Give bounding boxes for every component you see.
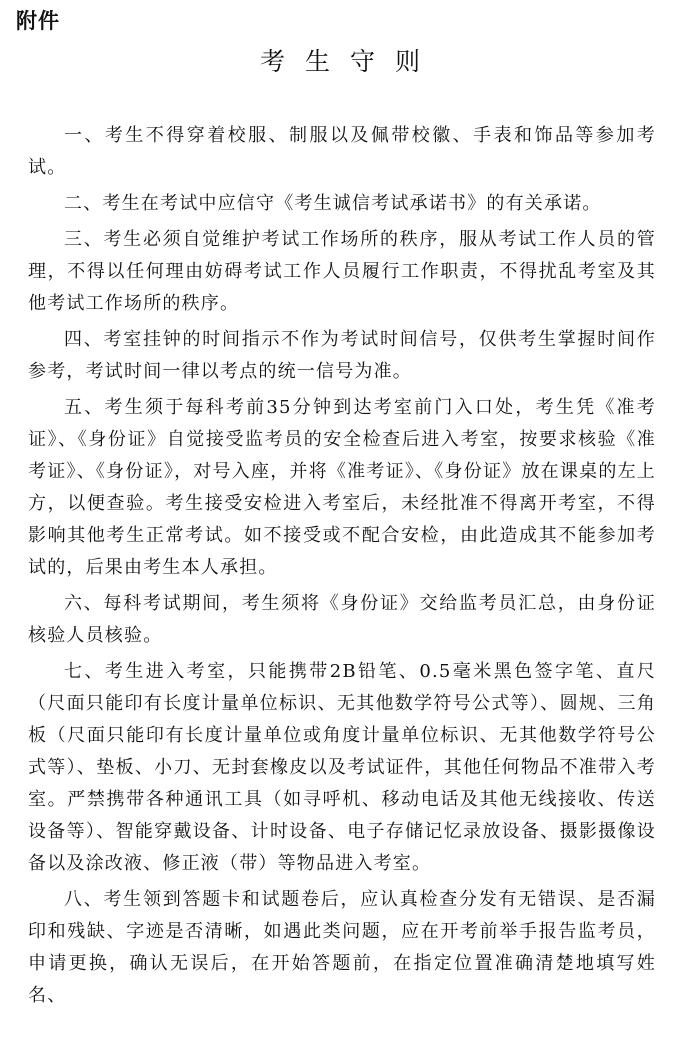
rule-paragraph-4: 四、考室挂钟的时间指示不作为考试时间信号，仅供考生掌握时间作参考，考试时间一律以考点的统一信号为准。 <box>28 329 656 382</box>
rule-paragraph-6: 六、每科考试期间，考生须将《身份证》交给监考员汇总，由身份证核验人员核验。 <box>28 593 656 646</box>
rule-paragraph-3: 三、考生必须自觉维护考试工作场所的秩序，服从考试工作人员的管理，不得以任何理由妨碍考试工作人员履行工作职责，不得扰乱考室及其他考试工作场所的秩序。 <box>28 229 656 314</box>
document-title: 考生守则 <box>259 47 440 76</box>
document-body <box>28 120 656 1016</box>
rule-paragraph-2: 二、考生在考试中应信守《考生诚信考试承诺书》的有关承诺。 <box>64 193 602 214</box>
rule-paragraph-7: 七、考生进入考室，只能携带2B铅笔、0.5毫米黑色签字笔、直尺（尺面只能印有长度计量单位标识、无其他数学符号公式等）、圆规、三角板（尺面只能印有长度计量单位或角度计量单位标识、无其他数学符号公式等）、垫板、小刀、无封套橡皮以及考试证件，其他任何物品不准带入考室。严禁携带各种通讯工具（如寻呼机、移动电话及其他无线接收、传送设备等）、智能穿戴设备、计时设备、电子存储记忆录放设备、摄影摄像设备以及涂改液、修正液（带）等物品进入考室。 <box>28 661 656 874</box>
rule-paragraph-8: 八、考生领到答题卡和试题卷后，应认真检查分发有无错误、是否漏印和残缺、字迹是否清晰，如遇此类问题，应在开考前举手报告监考员，申请更换，确认无误后，在开始答题前，在指定位置准确清楚地填写姓名、 <box>28 889 656 1006</box>
attachment-label: 附件 <box>16 9 60 33</box>
rule-paragraph-1: 一、考生不得穿着校服、制服以及佩带校徽、手表和饰品等参加考试。 <box>28 125 656 178</box>
rule-paragraph-5: 五、考生须于每科考前35分钟到达考室前门入口处，考生凭《准考证》、《身份证》自觉接受监考员的安全检查后进入考室，按要求核验《准考证》、《身份证》，对号入座，并将《准考证》、《身份证》放在课桌的左上方，以便查验。考生接受安检进入考室后，未经批准不得离开考室，不得影响其他考生正常考试。如不接受或不配合安检，由此造成其不能参加考试的，后果由考生本人承担。 <box>28 397 656 578</box>
